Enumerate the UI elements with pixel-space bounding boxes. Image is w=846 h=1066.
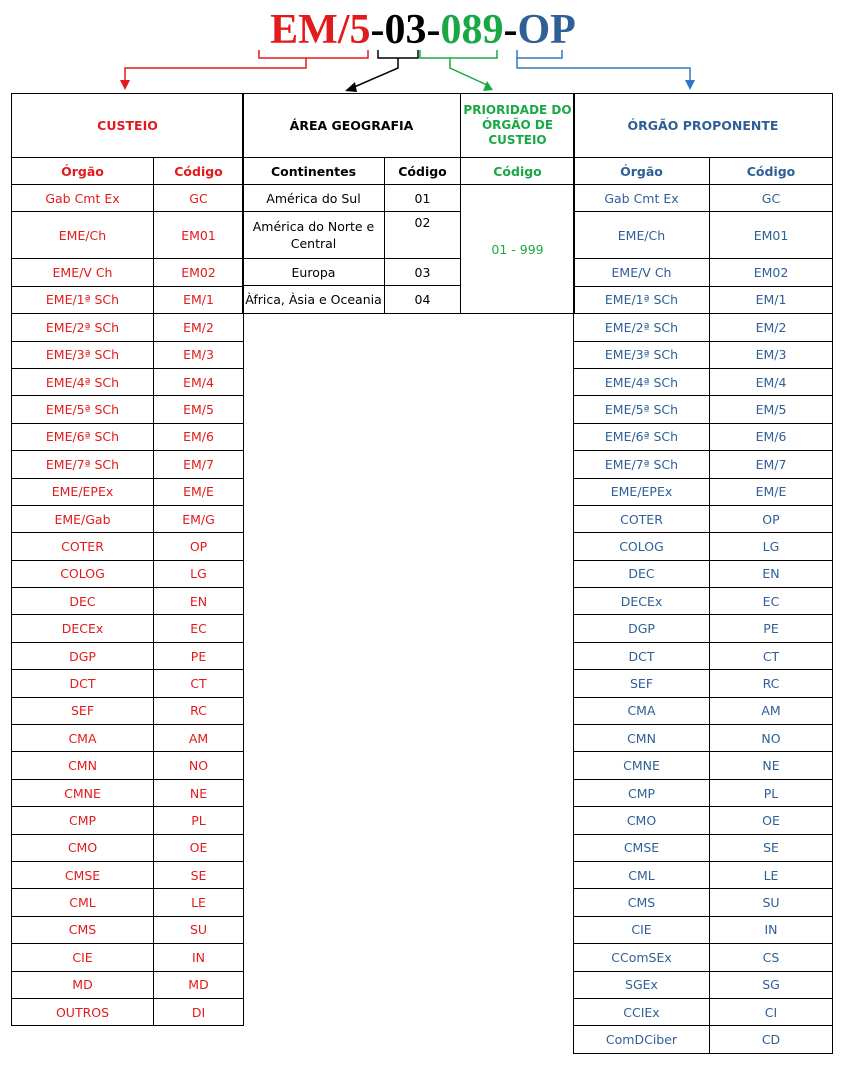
- table-row: [574, 615, 833, 642]
- table-cell-codigo: GC: [710, 185, 833, 212]
- table-cell-codigo: PL: [154, 807, 244, 834]
- table-row: [574, 971, 833, 998]
- table-cell-codigo: EM/7: [710, 451, 833, 478]
- custeio-table: [11, 93, 244, 1026]
- table-cell-codigo: EM02: [154, 259, 244, 286]
- custeio-title: CUSTEIO: [12, 94, 244, 158]
- table-cell-orgao: CIE: [574, 916, 710, 943]
- table-row: [574, 451, 833, 478]
- table-row: [574, 478, 833, 505]
- table-cell-orgao: EME/EPEx: [12, 478, 154, 505]
- table-cell-codigo: EM/2: [154, 314, 244, 341]
- table-cell-orgao: EME/7ª SCh: [12, 451, 154, 478]
- table-row: [574, 533, 833, 560]
- table-cell-codigo: EM/G: [154, 505, 244, 532]
- table-cell-orgao: CMA: [574, 697, 710, 724]
- table-cell-continente: Àfrica, Àsia e Oceania: [243, 286, 385, 314]
- area-col-codigo: Código: [385, 158, 461, 185]
- table-cell-orgao: SGEx: [574, 971, 710, 998]
- table-cell-codigo: EC: [154, 615, 244, 642]
- table-row: [574, 725, 833, 752]
- area-title: ÁREA GEOGRAFIA: [243, 94, 461, 158]
- table-row: [12, 779, 244, 806]
- table-row: [12, 396, 244, 423]
- table-cell-orgao: COLOG: [12, 560, 154, 587]
- table-cell-orgao: EME/EPEx: [574, 478, 710, 505]
- table-row: [12, 423, 244, 450]
- table-cell-codigo: SE: [154, 861, 244, 888]
- table-cell-orgao: EME/Ch: [12, 212, 154, 259]
- table-row: [12, 185, 244, 212]
- table-cell-codigo: MD: [154, 971, 244, 998]
- table-cell-orgao: DGP: [12, 642, 154, 669]
- table-row: [12, 560, 244, 587]
- table-cell-orgao: EME/1ª SCh: [12, 286, 154, 313]
- table-row: [574, 1026, 833, 1053]
- table-cell-orgao: CComSEx: [574, 944, 710, 971]
- table-row: [12, 670, 244, 697]
- table-cell-orgao: DEC: [12, 588, 154, 615]
- table-cell-codigo: 04: [385, 286, 461, 314]
- table-row: [12, 588, 244, 615]
- custeio-col-codigo: Código: [154, 158, 244, 185]
- table-cell-codigo: EM/6: [154, 423, 244, 450]
- table-row: [12, 998, 244, 1025]
- table-row: [574, 916, 833, 943]
- table-cell-codigo: EM/5: [710, 396, 833, 423]
- table-cell-codigo: EM/E: [710, 478, 833, 505]
- table-cell-orgao: CMNE: [574, 752, 710, 779]
- table-cell-codigo: EM/6: [710, 423, 833, 450]
- table-row: [574, 861, 833, 888]
- table-row: [12, 807, 244, 834]
- table-cell-codigo: EN: [154, 588, 244, 615]
- table-row: [574, 779, 833, 806]
- table-row: [12, 314, 244, 341]
- code-title: [0, 2, 846, 58]
- table-row: [12, 451, 244, 478]
- table-cell-codigo: NE: [154, 779, 244, 806]
- table-cell-codigo: PE: [710, 615, 833, 642]
- table-row: [574, 807, 833, 834]
- table-cell-codigo: AM: [154, 725, 244, 752]
- table-cell-codigo: OP: [154, 533, 244, 560]
- table-row: [574, 998, 833, 1025]
- table-cell-orgao: COLOG: [574, 533, 710, 560]
- table-row: [12, 834, 244, 861]
- table-row: [12, 725, 244, 752]
- table-row: [12, 916, 244, 943]
- table-cell-codigo: PL: [710, 779, 833, 806]
- table-row: [243, 212, 461, 259]
- table-cell-orgao: EME/3ª SCh: [574, 341, 710, 368]
- table-row: [12, 944, 244, 971]
- proponente-rows: [574, 185, 833, 1054]
- table-row: [574, 286, 833, 313]
- table-cell-orgao: EME/Ch: [574, 212, 710, 259]
- custeio-rows: [12, 185, 244, 1026]
- table-cell-orgao: CMN: [12, 752, 154, 779]
- table-cell-codigo: AM: [710, 697, 833, 724]
- table-cell-orgao: EME/Gab: [12, 505, 154, 532]
- table-cell-codigo: NO: [710, 725, 833, 752]
- table-cell-codigo: EM01: [154, 212, 244, 259]
- table-cell-codigo: EM/1: [154, 286, 244, 313]
- table-cell-codigo: EM01: [710, 212, 833, 259]
- table-row: [12, 478, 244, 505]
- table-cell-orgao: CMS: [574, 889, 710, 916]
- table-cell-orgao: EME/6ª SCh: [12, 423, 154, 450]
- proponente-col-orgao: Órgão: [574, 158, 710, 185]
- table-cell-codigo: EM/5: [154, 396, 244, 423]
- table-cell-orgao: EME/1ª SCh: [574, 286, 710, 313]
- table-cell-orgao: CML: [574, 861, 710, 888]
- table-cell-orgao: EME/V Ch: [12, 259, 154, 286]
- prioridade-table: [460, 93, 575, 314]
- prioridade-title: PRIORIDADE DO ÓRGÃO DE CUSTEIO: [461, 94, 575, 158]
- table-cell-orgao: ComDCiber: [574, 1026, 710, 1053]
- proponente-title: ÓRGÃO PROPONENTE: [574, 94, 833, 158]
- table-cell-orgao: CIE: [12, 944, 154, 971]
- table-cell-codigo: NE: [710, 752, 833, 779]
- table-cell-codigo: CS: [710, 944, 833, 971]
- table-row: [12, 642, 244, 669]
- prioridade-range: 01 - 999: [461, 185, 575, 314]
- prioridade-col-codigo: Código: [461, 158, 575, 185]
- table-cell-orgao: MD: [12, 971, 154, 998]
- table-row: [574, 834, 833, 861]
- table-row: [574, 670, 833, 697]
- table-row: [574, 505, 833, 532]
- table-row: [12, 533, 244, 560]
- table-cell-orgao: EME/3ª SCh: [12, 341, 154, 368]
- table-cell-codigo: SG: [710, 971, 833, 998]
- table-cell-orgao: CCIEx: [574, 998, 710, 1025]
- table-row: [574, 185, 833, 212]
- table-cell-continente: América do Norte e Central: [243, 212, 385, 259]
- table-cell-continente: América do Sul: [243, 185, 385, 212]
- table-cell-codigo: SU: [154, 916, 244, 943]
- table-cell-codigo: 02: [385, 212, 461, 259]
- table-cell-codigo: SU: [710, 889, 833, 916]
- table-cell-orgao: OUTROS: [12, 998, 154, 1025]
- table-cell-orgao: CMO: [12, 834, 154, 861]
- table-cell-orgao: DECEx: [12, 615, 154, 642]
- table-row: [243, 185, 461, 212]
- proponente-col-codigo: Código: [710, 158, 833, 185]
- table-cell-codigo: EM/2: [710, 314, 833, 341]
- table-row: [574, 314, 833, 341]
- table-row: [12, 752, 244, 779]
- table-cell-orgao: DCT: [12, 670, 154, 697]
- table-cell-orgao: DEC: [574, 560, 710, 587]
- table-cell-codigo: OE: [154, 834, 244, 861]
- proponente-table: [573, 93, 833, 1054]
- table-cell-orgao: Gab Cmt Ex: [574, 185, 710, 212]
- area-table: [242, 93, 461, 314]
- code-separator: -: [503, 7, 518, 53]
- table-row: [574, 588, 833, 615]
- table-row: [574, 642, 833, 669]
- code-segment-area: 03: [384, 7, 427, 53]
- table-cell-orgao: CMN: [574, 725, 710, 752]
- table-row: [574, 259, 833, 286]
- table-cell-codigo: EM/1: [710, 286, 833, 313]
- table-row: [12, 286, 244, 313]
- table-cell-orgao: EME/6ª SCh: [574, 423, 710, 450]
- table-cell-codigo: LG: [710, 533, 833, 560]
- code-separator: -: [370, 7, 385, 53]
- arrow-down-icon: [120, 80, 130, 90]
- arrow-down-icon: [483, 81, 493, 91]
- table-row: [12, 368, 244, 395]
- table-cell-codigo: EM/3: [710, 341, 833, 368]
- table-row: [12, 889, 244, 916]
- table-cell-orgao: EME/4ª SCh: [574, 368, 710, 395]
- table-cell-orgao: CMP: [574, 779, 710, 806]
- table-cell-codigo: EM02: [710, 259, 833, 286]
- table-row: [574, 423, 833, 450]
- table-cell-codigo: SE: [710, 834, 833, 861]
- table-cell-codigo: CT: [154, 670, 244, 697]
- table-cell-orgao: EME/4ª SCh: [12, 368, 154, 395]
- table-cell-orgao: SEF: [574, 670, 710, 697]
- table-cell-codigo: EM/7: [154, 451, 244, 478]
- table-cell-codigo: CD: [710, 1026, 833, 1053]
- table-cell-orgao: CMS: [12, 916, 154, 943]
- table-row: [574, 212, 833, 259]
- code-segment-proponente: OP: [517, 7, 576, 53]
- table-cell-orgao: CMO: [574, 807, 710, 834]
- arrow-down-icon: [345, 82, 357, 92]
- table-cell-codigo: 01: [385, 185, 461, 212]
- table-row: [243, 259, 461, 286]
- table-cell-codigo: EM/4: [154, 368, 244, 395]
- code-separator: -: [426, 7, 441, 53]
- table-cell-orgao: CML: [12, 889, 154, 916]
- table-cell-codigo: GC: [154, 185, 244, 212]
- table-cell-orgao: CMA: [12, 725, 154, 752]
- table-row: [574, 341, 833, 368]
- area-rows: [243, 185, 461, 314]
- table-cell-codigo: NO: [154, 752, 244, 779]
- table-cell-codigo: OP: [710, 505, 833, 532]
- table-cell-orgao: CMP: [12, 807, 154, 834]
- table-cell-orgao: EME/2ª SCh: [12, 314, 154, 341]
- arrow-down-icon: [685, 80, 695, 90]
- table-cell-codigo: LG: [154, 560, 244, 587]
- table-cell-orgao: CMSE: [574, 834, 710, 861]
- table-row: [574, 396, 833, 423]
- table-cell-orgao: EME/2ª SCh: [574, 314, 710, 341]
- table-cell-orgao: EME/5ª SCh: [12, 396, 154, 423]
- table-row: [12, 505, 244, 532]
- table-cell-codigo: IN: [710, 916, 833, 943]
- table-cell-codigo: CT: [710, 642, 833, 669]
- table-row: [574, 889, 833, 916]
- table-cell-codigo: LE: [710, 861, 833, 888]
- table-row: [12, 212, 244, 259]
- table-cell-codigo: PE: [154, 642, 244, 669]
- table-cell-codigo: EM/E: [154, 478, 244, 505]
- table-row: [12, 615, 244, 642]
- code-segment-custeio: EM/5: [270, 7, 371, 53]
- table-cell-codigo: EN: [710, 560, 833, 587]
- table-cell-orgao: EME/V Ch: [574, 259, 710, 286]
- table-row: [574, 368, 833, 395]
- table-cell-orgao: COTER: [12, 533, 154, 560]
- table-row: [243, 286, 461, 314]
- table-row: [574, 752, 833, 779]
- table-cell-orgao: DGP: [574, 615, 710, 642]
- table-row: [12, 861, 244, 888]
- table-cell-codigo: OE: [710, 807, 833, 834]
- table-cell-orgao: CMNE: [12, 779, 154, 806]
- custeio-col-orgao: Órgão: [12, 158, 154, 185]
- table-cell-codigo: IN: [154, 944, 244, 971]
- table-cell-codigo: RC: [154, 697, 244, 724]
- table-cell-orgao: Gab Cmt Ex: [12, 185, 154, 212]
- table-cell-orgao: DECEx: [574, 588, 710, 615]
- table-cell-codigo: DI: [154, 998, 244, 1025]
- table-row: [574, 944, 833, 971]
- table-cell-codigo: CI: [710, 998, 833, 1025]
- table-cell-orgao: EME/7ª SCh: [574, 451, 710, 478]
- table-cell-orgao: COTER: [574, 505, 710, 532]
- area-col-continentes: Continentes: [243, 158, 385, 185]
- code-segment-prioridade: 089: [440, 7, 504, 53]
- table-cell-orgao: CMSE: [12, 861, 154, 888]
- table-row: [12, 259, 244, 286]
- table-cell-orgao: SEF: [12, 697, 154, 724]
- table-cell-orgao: DCT: [574, 642, 710, 669]
- table-cell-codigo: EM/4: [710, 368, 833, 395]
- table-cell-codigo: 03: [385, 259, 461, 286]
- table-row: [12, 697, 244, 724]
- table-row: [12, 341, 244, 368]
- table-cell-codigo: RC: [710, 670, 833, 697]
- table-cell-orgao: EME/5ª SCh: [574, 396, 710, 423]
- table-cell-codigo: LE: [154, 889, 244, 916]
- table-row: [12, 971, 244, 998]
- table-row: [574, 697, 833, 724]
- table-cell-codigo: EC: [710, 588, 833, 615]
- table-cell-codigo: EM/3: [154, 341, 244, 368]
- table-cell-continente: Europa: [243, 259, 385, 286]
- table-row: [574, 560, 833, 587]
